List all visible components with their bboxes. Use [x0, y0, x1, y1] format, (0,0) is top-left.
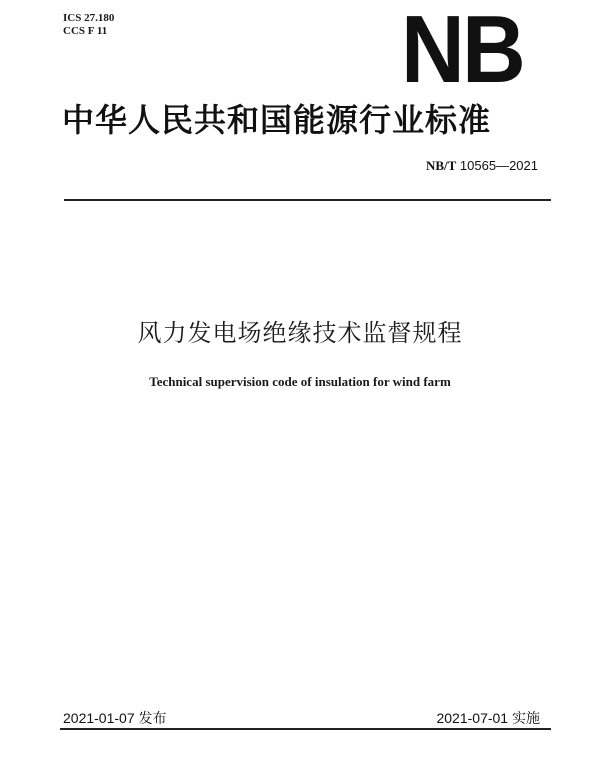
issue-date: 2021-01-07 发布: [63, 710, 167, 726]
organization-title: 中华人民共和国能源行业标准: [62, 101, 492, 139]
nb-logo: NB: [401, 0, 524, 103]
document-title-chinese: 风力发电场绝缘技术监督规程: [137, 319, 463, 347]
document-title-english: Technical supervision code of insulation for wind farm: [149, 374, 451, 389]
implementation-date: 2021-07-01 实施: [436, 710, 540, 726]
footer-divider: [60, 728, 551, 730]
header-divider: [64, 199, 551, 201]
classification-codes: [63, 12, 114, 38]
standard-number-value: 10565—2021: [456, 158, 538, 173]
ics-code: ICS 27.180: [63, 12, 115, 24]
standard-number-prefix: NB/T: [425, 158, 457, 173]
standard-number: [426, 158, 538, 174]
ccs-code: CCS F 11: [63, 25, 108, 37]
